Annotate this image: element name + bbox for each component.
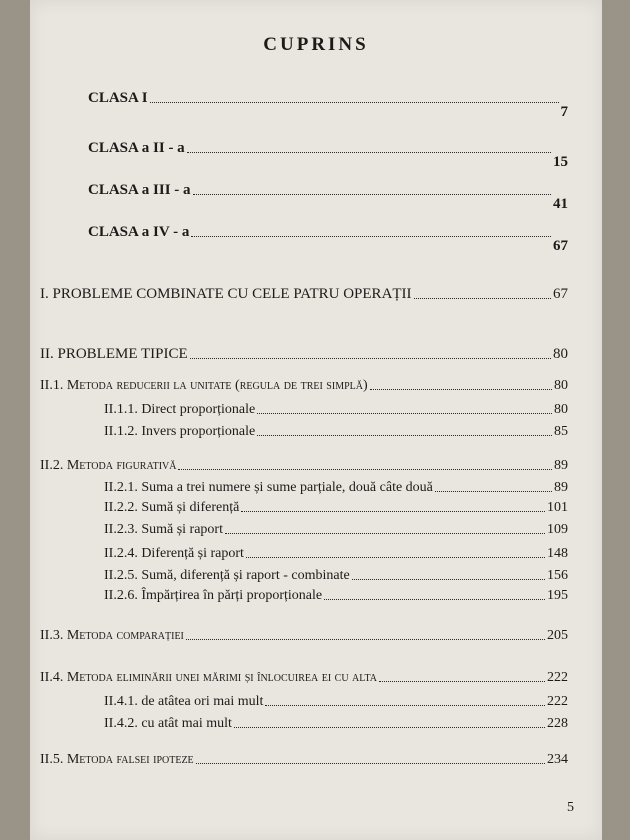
dot-leader (435, 491, 552, 492)
dot-leader (234, 727, 545, 728)
dot-leader (196, 763, 545, 764)
toc-entry-label: II.1. Metoda reducerii la unitate (regula de trei simplă) (40, 378, 368, 393)
toc-entry (40, 752, 568, 768)
toc-entry-page: 156 (547, 568, 568, 583)
toc-entry (104, 424, 568, 440)
page-title: CUPRINS (263, 34, 369, 55)
toc-entry-label: II.2.2. Sumă și diferență (104, 500, 240, 515)
toc-entry-page: 101 (547, 500, 568, 515)
dot-leader (178, 469, 552, 470)
toc-entry-label: II.5. Metoda falsei ipoteze (40, 752, 194, 767)
toc-entry-page: 67 (553, 238, 568, 254)
toc-entry-page: 205 (547, 628, 568, 643)
toc-entry-label: CLASA a III - a (88, 182, 191, 198)
toc-entry-label: II.2.6. Împărțirea în părți proporționale (104, 588, 323, 603)
toc-entry-page: 222 (547, 694, 568, 709)
toc-entry-label: II.4. Metoda eliminării unei mărimi și înlocuirea ei cu alta (40, 670, 377, 685)
toc-entry-label: II.2.3. Sumă și raport (104, 522, 223, 537)
dot-leader (324, 599, 545, 600)
toc-entry (104, 716, 568, 732)
dot-leader (257, 435, 552, 436)
toc-entry-label: II.1.2. Invers proporționale (104, 424, 256, 439)
toc-entry (40, 670, 568, 686)
toc-entry (88, 90, 568, 120)
toc-entry (88, 140, 568, 170)
dot-leader (150, 102, 559, 103)
toc-entry (40, 458, 568, 474)
toc-entry-label: CLASA a II - a (88, 140, 185, 156)
toc-entry-label: CLASA I (88, 90, 148, 106)
dot-leader (257, 413, 552, 414)
toc-entry-page: 195 (547, 588, 568, 603)
dot-leader (414, 298, 551, 299)
toc-entry (88, 224, 568, 254)
toc-entry-page: 15 (553, 154, 568, 170)
book-page (30, 0, 602, 840)
toc-entry-label: II.2. Metoda figurativă (40, 458, 177, 473)
toc-entry (40, 378, 568, 394)
toc-entry-page: 222 (547, 670, 568, 685)
dot-leader (370, 389, 552, 390)
toc-entry-label: CLASA a IV - a (88, 224, 190, 240)
toc-entry-label: I. PROBLEME COMBINATE CU CELE PATRU OPERAȚII (40, 286, 412, 302)
toc-entry (40, 346, 568, 363)
toc-entry-page: 228 (547, 716, 568, 731)
dot-leader (265, 705, 545, 706)
toc-entry (104, 568, 568, 584)
toc-entry (104, 522, 568, 538)
dot-leader (190, 358, 551, 359)
toc-entry-page: 148 (547, 546, 568, 561)
toc-entry (40, 628, 568, 644)
toc-entry-page: 80 (554, 402, 568, 417)
toc-entry (104, 500, 568, 516)
toc-entry-label: II. PROBLEME TIPICE (40, 346, 188, 362)
toc-entry-label: II.4.2. cu atât mai mult (104, 716, 232, 731)
toc-entry-page: 41 (553, 196, 568, 212)
toc-entry-page: 80 (554, 378, 568, 393)
toc-entry-page: 89 (554, 458, 568, 473)
toc-entry-page: 80 (553, 346, 568, 362)
toc-entry-label: II.4.1. de atâtea ori mai mult (104, 694, 264, 709)
page-number: 5 (567, 800, 574, 815)
dot-leader (191, 236, 551, 237)
toc-entry-page: 67 (553, 286, 568, 302)
toc-entry-page: 89 (554, 480, 568, 495)
toc-entry-page: 85 (554, 424, 568, 439)
toc-entry-label: II.2.4. Diferență și raport (104, 546, 244, 561)
toc-entry-label: II.1.1. Direct proporționale (104, 402, 256, 417)
toc-entry (88, 182, 568, 212)
dot-leader (379, 681, 545, 682)
toc-entry (104, 402, 568, 418)
dot-leader (186, 639, 545, 640)
toc-entry (104, 480, 568, 496)
dot-leader (241, 511, 545, 512)
dot-leader (246, 557, 545, 558)
toc-entry-label: II.2.1. Suma a trei numere și sume parțiale, două câte două (104, 480, 433, 495)
toc-entry-label: II.2.5. Sumă, diferență și raport - combinate (104, 568, 350, 583)
dot-leader (225, 533, 545, 534)
dot-leader (187, 152, 551, 153)
toc-entry (104, 546, 568, 562)
toc-entry-label: II.3. Metoda comparației (40, 628, 184, 643)
toc-entry-page: 7 (560, 104, 568, 120)
toc-entry-page: 234 (547, 752, 568, 767)
toc-entry (104, 694, 568, 710)
toc-entry (104, 588, 568, 604)
toc-entry (40, 286, 568, 303)
toc-entry-page: 109 (547, 522, 568, 537)
dot-leader (193, 194, 551, 195)
dot-leader (352, 579, 545, 580)
